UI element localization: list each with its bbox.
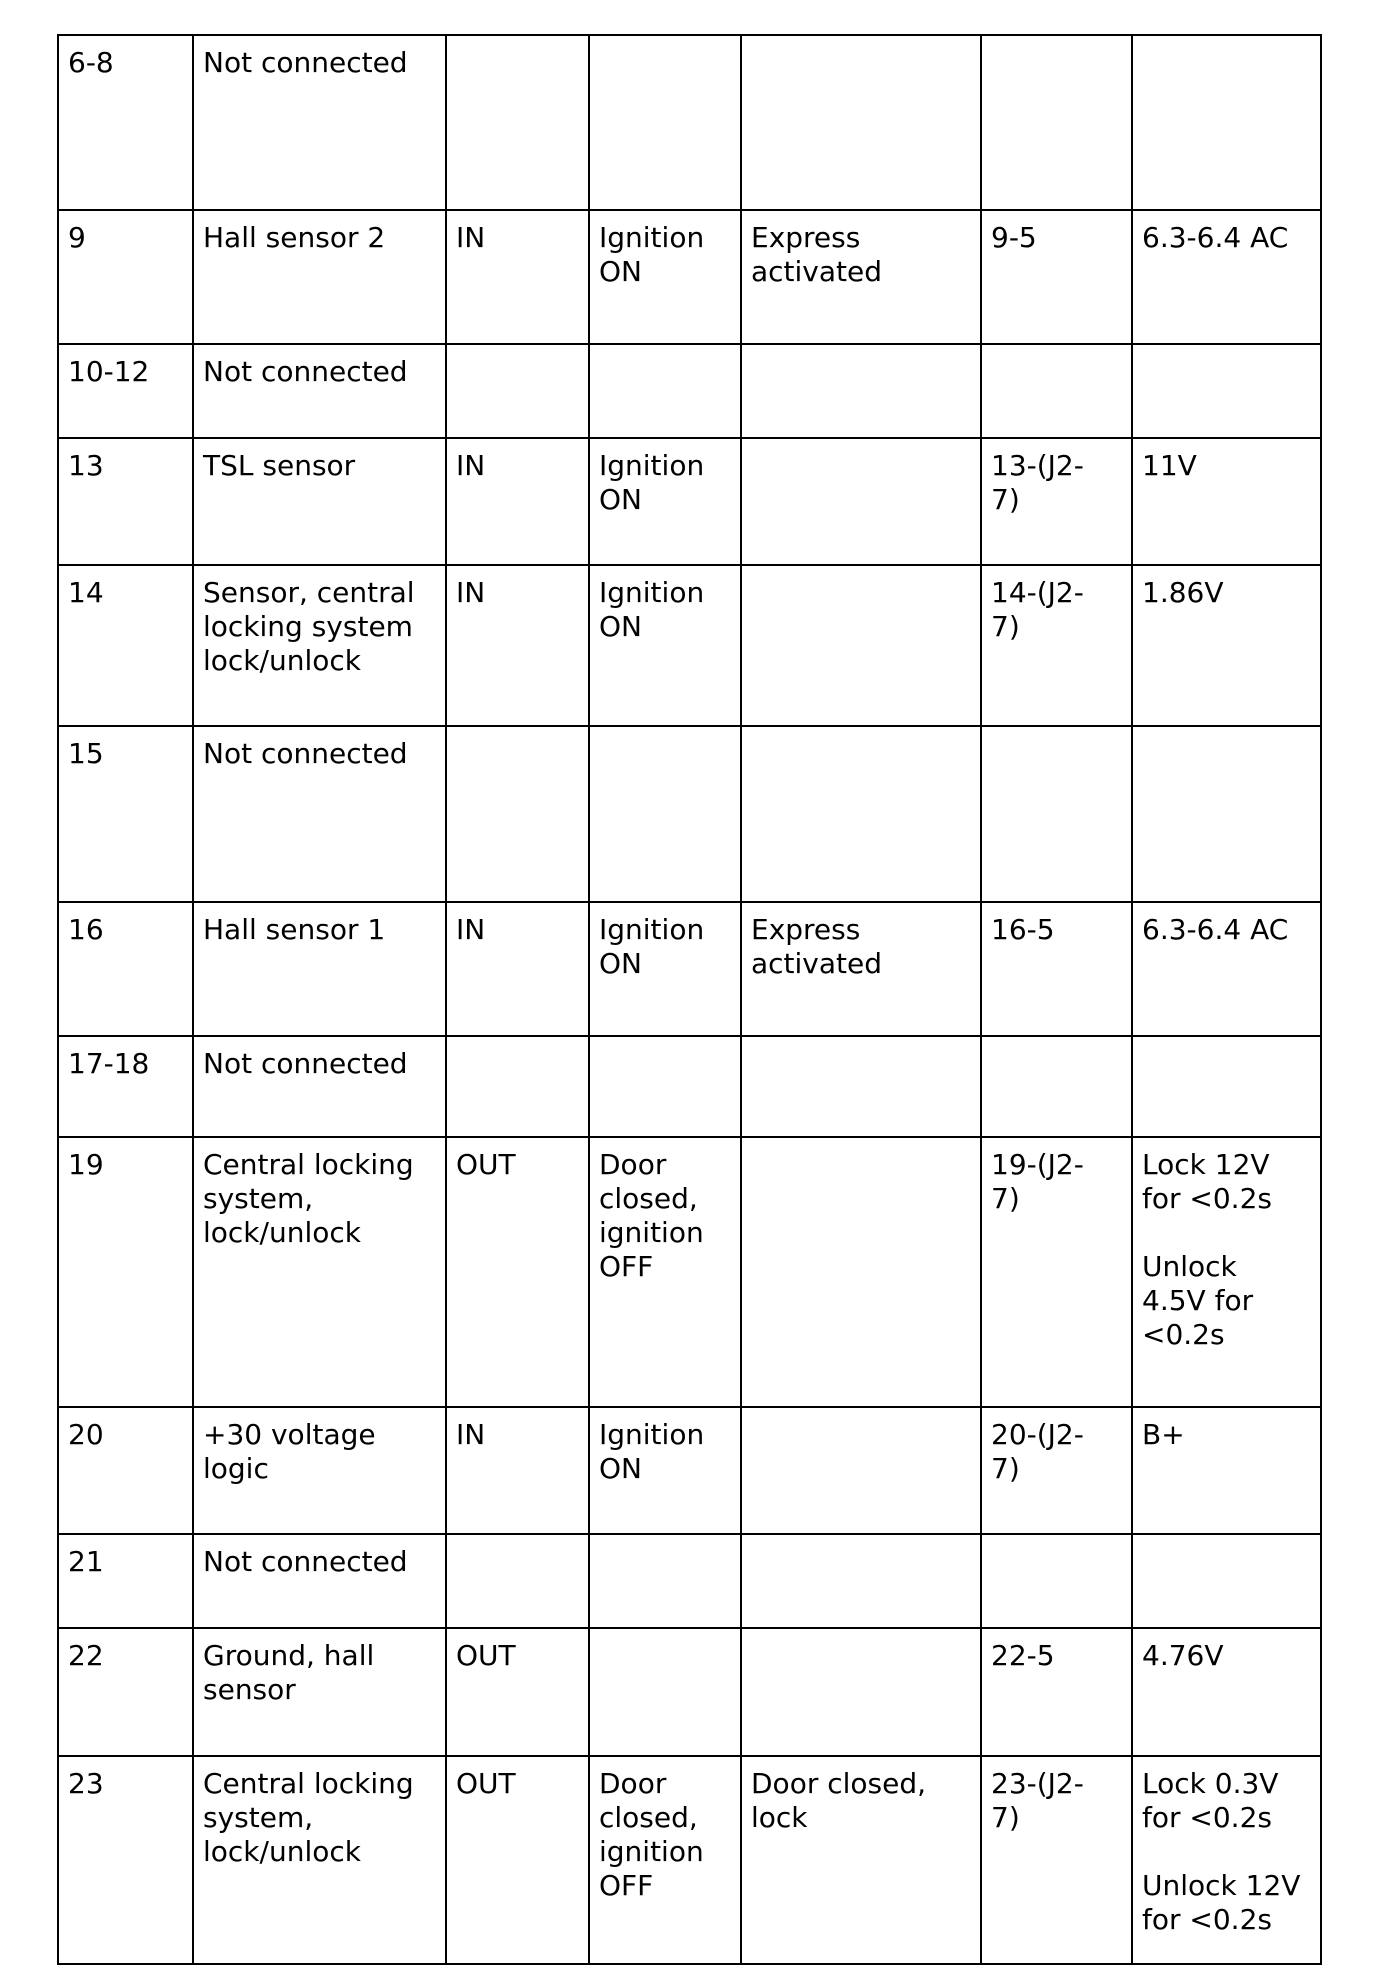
table-row (58, 1756, 1321, 1964)
description-cell: Central locking system, lock/unlock (193, 1137, 446, 1407)
pin-cell: 17-18 (58, 1036, 193, 1137)
measure-point-cell: 20-(J2- 7) (981, 1407, 1132, 1534)
activation-cell (741, 1036, 981, 1137)
value-cell: 11V (1132, 438, 1321, 565)
description-cell: Sensor, central locking system lock/unlock (193, 565, 446, 726)
value-cell (1132, 35, 1321, 210)
activation-cell (741, 438, 981, 565)
value-cell (1132, 726, 1321, 902)
table-row (58, 726, 1321, 902)
condition-cell: Door closed, ignition OFF (589, 1756, 741, 1964)
measure-point-cell (981, 344, 1132, 438)
table-row (58, 438, 1321, 565)
condition-cell (589, 1534, 741, 1628)
activation-cell (741, 344, 981, 438)
description-cell: +30 voltage logic (193, 1407, 446, 1534)
pin-cell: 20 (58, 1407, 193, 1534)
pin-cell: 23 (58, 1756, 193, 1964)
direction-cell: IN (446, 1407, 589, 1534)
pin-cell: 13 (58, 438, 193, 565)
condition-cell (589, 35, 741, 210)
direction-cell (446, 1036, 589, 1137)
activation-cell (741, 35, 981, 210)
table-row (58, 210, 1321, 344)
value-cell: Lock 0.3V for <0.2s Unlock 12V for <0.2s (1132, 1756, 1321, 1964)
direction-cell: OUT (446, 1756, 589, 1964)
description-cell: Not connected (193, 344, 446, 438)
condition-cell: Ignition ON (589, 565, 741, 726)
measure-point-cell: 19-(J2- 7) (981, 1137, 1132, 1407)
direction-cell: IN (446, 902, 589, 1036)
value-cell: 4.76V (1132, 1628, 1321, 1756)
direction-cell (446, 726, 589, 902)
table-row (58, 1534, 1321, 1628)
measure-point-cell: 13-(J2- 7) (981, 438, 1132, 565)
activation-cell (741, 1137, 981, 1407)
condition-cell (589, 726, 741, 902)
direction-cell (446, 1534, 589, 1628)
condition-cell: Door closed, ignition OFF (589, 1137, 741, 1407)
condition-cell: Ignition ON (589, 902, 741, 1036)
activation-cell: Express activated (741, 210, 981, 344)
measure-point-cell: 16-5 (981, 902, 1132, 1036)
condition-cell: Ignition ON (589, 1407, 741, 1534)
value-cell: Lock 12V for <0.2s Unlock 4.5V for <0.2s (1132, 1137, 1321, 1407)
table-row (58, 902, 1321, 1036)
description-cell: Hall sensor 2 (193, 210, 446, 344)
table-body (58, 35, 1321, 1964)
activation-cell (741, 726, 981, 902)
description-cell: Not connected (193, 726, 446, 902)
pin-cell: 16 (58, 902, 193, 1036)
pin-cell: 10-12 (58, 344, 193, 438)
pin-cell: 21 (58, 1534, 193, 1628)
description-cell: Not connected (193, 1036, 446, 1137)
direction-cell (446, 344, 589, 438)
measure-point-cell (981, 726, 1132, 902)
direction-cell: IN (446, 438, 589, 565)
direction-cell: OUT (446, 1137, 589, 1407)
table-row (58, 344, 1321, 438)
value-cell: 6.3-6.4 AC (1132, 210, 1321, 344)
activation-cell (741, 1407, 981, 1534)
activation-cell: Express activated (741, 902, 981, 1036)
value-cell (1132, 1036, 1321, 1137)
measure-point-cell: 22-5 (981, 1628, 1132, 1756)
pin-cell: 9 (58, 210, 193, 344)
pin-assignment-table (57, 34, 1322, 1965)
description-cell: TSL sensor (193, 438, 446, 565)
description-cell: Central locking system, lock/unlock (193, 1756, 446, 1964)
pin-cell: 22 (58, 1628, 193, 1756)
description-cell: Not connected (193, 1534, 446, 1628)
condition-cell: Ignition ON (589, 210, 741, 344)
table-row (58, 1628, 1321, 1756)
activation-cell (741, 1628, 981, 1756)
condition-cell (589, 344, 741, 438)
measure-point-cell (981, 35, 1132, 210)
direction-cell: IN (446, 565, 589, 726)
measure-point-cell (981, 1534, 1132, 1628)
activation-cell (741, 565, 981, 726)
condition-cell: Ignition ON (589, 438, 741, 565)
description-cell: Not connected (193, 35, 446, 210)
table-row (58, 1036, 1321, 1137)
table-row (58, 1137, 1321, 1407)
table-row (58, 1407, 1321, 1534)
value-cell: 6.3-6.4 AC (1132, 902, 1321, 1036)
condition-cell (589, 1628, 741, 1756)
description-cell: Hall sensor 1 (193, 902, 446, 1036)
activation-cell (741, 1534, 981, 1628)
value-cell: B+ (1132, 1407, 1321, 1534)
table-row (58, 565, 1321, 726)
condition-cell (589, 1036, 741, 1137)
pin-cell: 19 (58, 1137, 193, 1407)
value-cell (1132, 1534, 1321, 1628)
pin-cell: 6-8 (58, 35, 193, 210)
measure-point-cell (981, 1036, 1132, 1137)
direction-cell (446, 35, 589, 210)
measure-point-cell: 14-(J2- 7) (981, 565, 1132, 726)
description-cell: Ground, hall sensor (193, 1628, 446, 1756)
measure-point-cell: 23-(J2- 7) (981, 1756, 1132, 1964)
direction-cell: IN (446, 210, 589, 344)
activation-cell: Door closed, lock (741, 1756, 981, 1964)
pin-cell: 14 (58, 565, 193, 726)
table-row (58, 35, 1321, 210)
value-cell: 1.86V (1132, 565, 1321, 726)
direction-cell: OUT (446, 1628, 589, 1756)
pin-cell: 15 (58, 726, 193, 902)
measure-point-cell: 9-5 (981, 210, 1132, 344)
value-cell (1132, 344, 1321, 438)
